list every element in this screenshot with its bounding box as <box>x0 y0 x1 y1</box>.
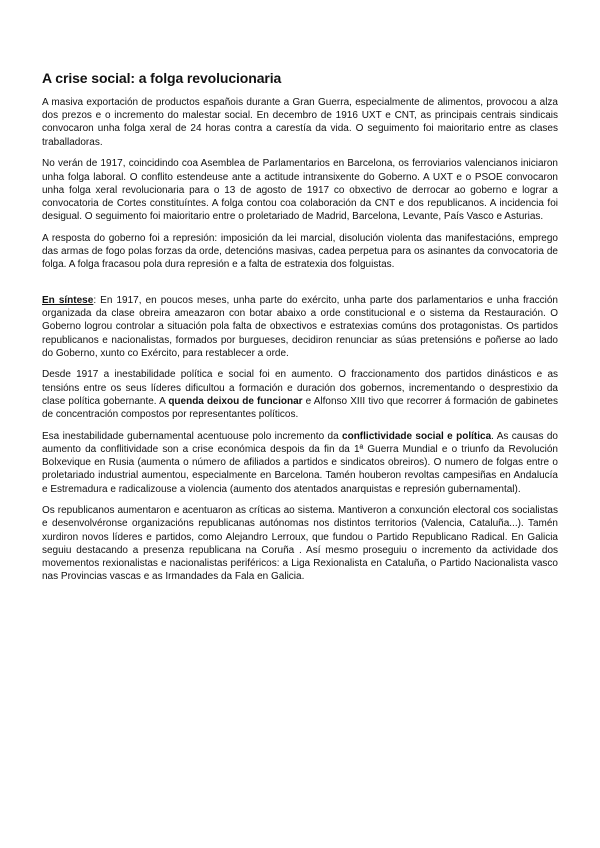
paragraph-1: A masiva exportación de productos españois durante a Gran Guerra, especialmente de alimentos, provocou a alza dos prezos e o incremento do malestar social. En decembro de 1916 UXT e CNT, as principais centrais sindicais convocaron unha folga xeral de 24 horas contra a carestía da vida. O seguimento foi maioritario entre as clases traballadoras. <box>42 97 558 148</box>
paragraph-synthesis <box>42 294 558 360</box>
paragraph-6 <box>42 430 558 496</box>
paragraph-2: No verán de 1917, coincidindo coa Asemblea de Parlamentarios en Barcelona, os ferroviarios valencianos iniciaron unha folga laboral. O conflito estendeuse ante a actitude intransixente do Goberno. A UXT e o PSOE convocaron unha folga xeral revolucionaria para o 13 de agosto de 1917 co obxectivo de derrocar ao goberno e lograr a convocatoria de Cortes constituíntes. A folga contou coa colaboración da CNT e dos republicanos. A incidencia foi desigual. O seguimento foi maioritario entre o proletariado de Madrid, Barcelona, Levante, País Vasco e Asturias. <box>42 158 558 223</box>
document-title: A crise social: a folga revolucionaria <box>42 70 282 86</box>
paragraph-5-text-c: e Alfonso XIII tivo que recorrer á formación de gabinetes de concentración compostos por representantes políticos. <box>42 395 558 421</box>
synthesis-label: En síntese <box>42 294 94 306</box>
paragraph-6-text-a: Esa inestabilidade gubernamental acentuouse polo incremento da <box>42 430 343 442</box>
section-gap <box>42 280 558 294</box>
paragraph-5 <box>42 368 558 421</box>
paragraph-3: A resposta do goberno foi a represión: imposición da lei marcial, disolución violenta das manifestacións, emprego das armas de fogo polas forzas da orde, detencións masivas, cadea perpetua para os asinantes da convocatoria de folga. A folga fracasou pola dura represión e a falta de estratexia dos folguistas. <box>42 232 558 271</box>
conflictividade-emphasis: conflictividade social e política <box>342 430 492 442</box>
quenda-emphasis: quenda deixou de funcionar <box>168 395 303 407</box>
paragraph-5-text-a: Desde 1917 a inestabilidade política e social foi en aumento. O fraccionamento dos partidos dinásticos e as tensións entre os seus líderes dificultou a formación e duración dos gobernos, incrementando o desprestixio da clase política gobernante. A <box>42 369 558 407</box>
paragraph-7: Os republicanos aumentaron e acentuaron as críticas ao sistema. Mantiveron a conxunción electoral cos socialistas e desenvolvéronse organizacións republicanas autónomas nos distintos territorios (Valencia, Cataluña...). Tamén xurdiron novos líderes e partidos, como Alejandro Lerroux, que fundou o Partido Republicano Radical. En Galicia seguiu destacando a presenza republicana na Coruña . Así mesmo proseguiu o incremento da actividade dos movementos rexionalistas e nacionalistas periféricos: a Liga Rexionalista en Cataluña, o Partido Nacionalista vasco nas Provincias vascas e as Irmandades da Fala en Galicia. <box>42 505 558 583</box>
synthesis-text: : En 1917, en poucos meses, unha parte do exército, unha parte dos parlamentarios e unha fracción organizada da clase obreira ameazaron con botar abaixo a orde constitucional e o sistema da Restauración. O Goberno logrou controlar a situación pola falta de obxectivos e estratexias comúns dos protagonistas. Os partidos republicanos e nacionalistas, formados por burgueses, decidiron renunciar as súas pretensións e poñerse ao lado do Goberno, xunto co Exército, para restablecer a orde. <box>42 294 558 359</box>
paragraph-6-text-c: . As causas do aumento da conflitividade son a crise económica despois da fin da 1ª Guerra Mundial e o triunfo da Revolución Bolxevique en Rusia (aumenta o número de afiliados a partidos e sindicatos obreiros). O numero de folgas entre o proletariado industrial aumentou, especialmente en Barcelona. Tamén houberon revoltas campesiñas en Andalucía e Estremadura e radicalizouse a violencia (aumento dos atentados anarquistas e represión gubernamental). <box>42 430 558 495</box>
